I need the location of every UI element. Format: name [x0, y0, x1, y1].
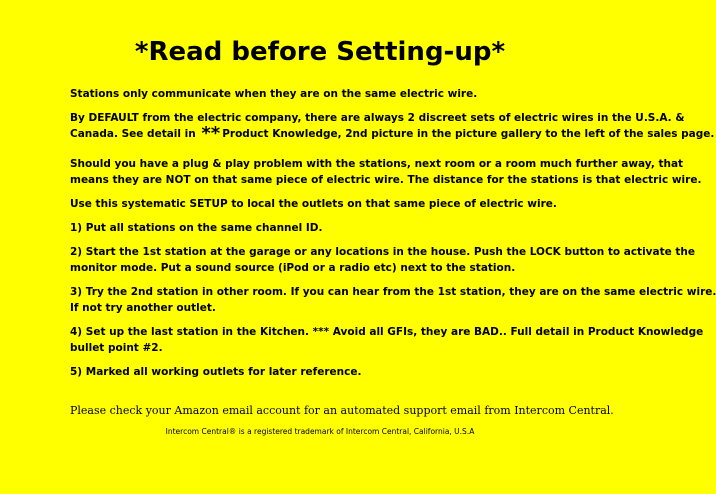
paragraph-line: Should you have a plug & play problem with the stations, next room or a room much further away, that	[70, 158, 684, 170]
step-line: bullet point #2.	[70, 342, 163, 354]
step-line: 2) Start the 1st station at the garage or any locations in the house. Push the LOCK button to activate the	[70, 246, 696, 258]
amazon-email-note: Please check your Amazon email account for an automated support email from Intercom Central.	[70, 404, 614, 417]
step-line: 4) Set up the last station in the Kitchen. *** Avoid all GFIs, they are BAD.. Full detail in Product Knowledge	[70, 326, 704, 338]
step-4	[70, 324, 704, 356]
paragraph-line: Use this systematic SETUP to local the outlets on that same piece of electric wire.	[70, 198, 557, 210]
paragraph-line: Stations only communicate when they are on the same electric wire.	[70, 88, 478, 100]
paragraph-line	[70, 123, 715, 144]
paragraph-line: By DEFAULT from the electric company, there are always 2 discreet sets of electric wires in the U.S.A. &	[70, 112, 685, 124]
step-3	[70, 284, 716, 316]
paragraph-text: Canada. See detail in	[70, 128, 196, 140]
step-line: 5) Marked all working outlets for later reference.	[70, 366, 362, 378]
paragraph-text: Product Knowledge, 2nd picture in the picture gallery to the left of the sales page.	[222, 128, 715, 140]
paragraph-same-wire	[70, 86, 600, 102]
step-1	[70, 220, 600, 236]
double-asterisk: **	[201, 123, 221, 144]
step-line: If not try another outlet.	[70, 302, 216, 314]
step-2	[70, 244, 696, 276]
step-5	[70, 364, 600, 380]
paragraph-plug-play-problem	[70, 156, 702, 188]
step-line: monitor mode. Put a sound source (iPod or a radio etc) next to the station.	[70, 262, 516, 274]
trademark-notice: Intercom Central® is a registered trademark of Intercom Central, California, U.S.A	[165, 427, 475, 436]
paragraph-line: means they are NOT on that same piece of electric wire. The distance for the stations is that electric wire.	[70, 174, 702, 186]
paragraph-systematic-setup	[70, 196, 600, 212]
paragraph-default-wires	[70, 110, 715, 144]
step-line: 3) Try the 2nd station in other room. If you can hear from the 1st station, they are on the same electric wire.	[70, 286, 716, 298]
step-line: 1) Put all stations on the same channel ID.	[70, 222, 323, 234]
page-title: *Read before Setting-up*	[134, 37, 506, 67]
